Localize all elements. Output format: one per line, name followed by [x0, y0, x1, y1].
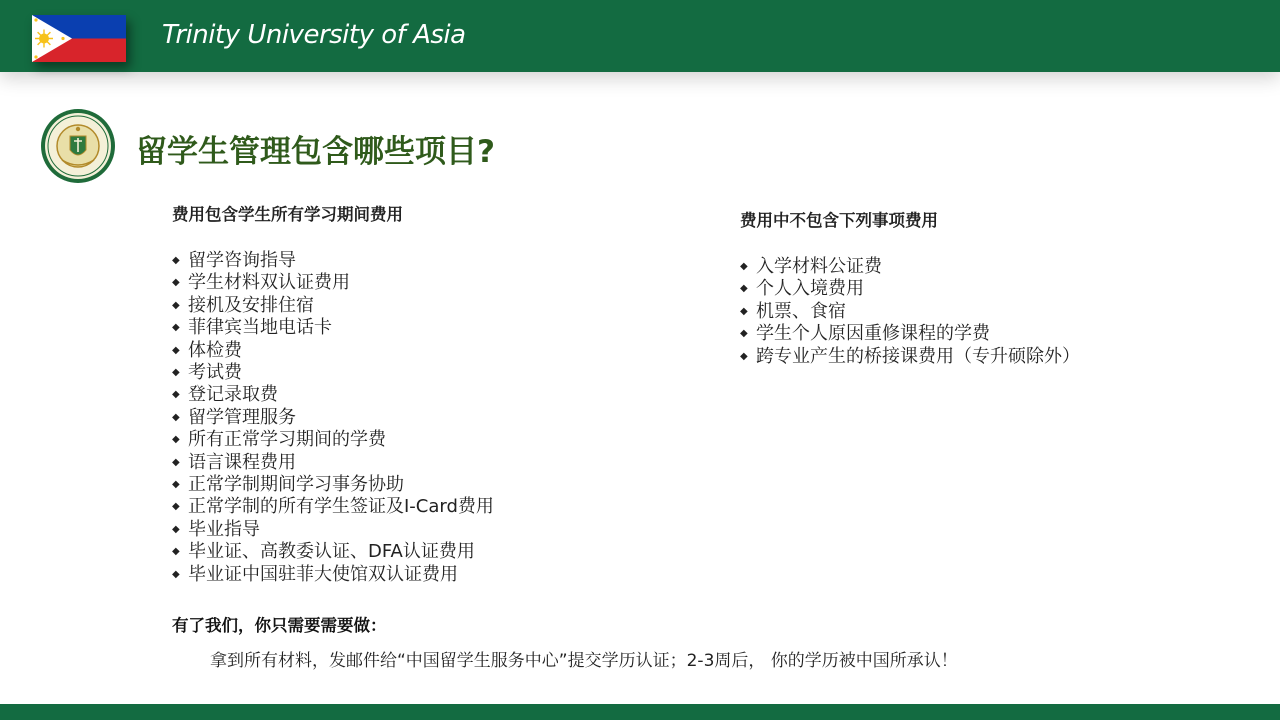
- diamond-bullet-icon: ◆: [172, 434, 180, 446]
- footer-bar: [0, 704, 1280, 720]
- list-item: ◆ 毕业证中国驻菲大使馆双认证费用: [172, 563, 458, 585]
- list-item: ◆ 留学咨询指导: [172, 250, 296, 271]
- list-item: ◆ 学生材料双认证费用: [172, 272, 350, 294]
- list-item: ◆ 机票、食宿: [740, 300, 846, 322]
- diamond-bullet-icon: ◆: [740, 328, 748, 340]
- diamond-bullet-icon: ◆: [172, 367, 180, 379]
- university-seal-icon: [40, 108, 116, 184]
- diamond-bullet-icon: ◆: [172, 523, 180, 535]
- included-fees-list: [172, 250, 712, 586]
- list-item: ◆ 菲律宾当地电话卡: [172, 317, 332, 339]
- list-item: ◆ 语言课程费用: [172, 451, 296, 473]
- list-item: ◆ 跨专业产生的桥接课费用（专升硕除外）: [740, 345, 1080, 367]
- diamond-bullet-icon: ◆: [740, 283, 748, 295]
- diamond-bullet-icon: ◆: [172, 568, 180, 580]
- excluded-fees-list: [740, 256, 1240, 368]
- list-item: ◆ 考试费: [172, 362, 242, 384]
- diamond-bullet-icon: ◆: [172, 255, 180, 266]
- university-brand-title: Trinity University of Asia: [162, 20, 466, 50]
- excluded-fees-heading: 费用中不包含下列事项费用: [740, 211, 938, 230]
- list-item: ◆ 体检费: [172, 339, 242, 361]
- diamond-bullet-icon: ◆: [172, 546, 180, 558]
- diamond-bullet-icon: ◆: [172, 456, 180, 468]
- list-item: ◆ 正常学制的所有学生签证及I-Card费用: [172, 496, 494, 518]
- list-item: ◆ 正常学制期间学习事务协助: [172, 474, 404, 496]
- header-bar: [0, 0, 1280, 72]
- diamond-bullet-icon: ◆: [172, 299, 180, 311]
- diamond-bullet-icon: ◆: [172, 479, 180, 491]
- philippine-flag-icon: [32, 15, 126, 62]
- included-fees-heading: 费用包含学生所有学习期间费用: [172, 205, 403, 224]
- list-item: ◆ 入学材料公证费: [740, 256, 882, 277]
- included-fees-section: [172, 204, 712, 586]
- list-item: ◆ 毕业指导: [172, 518, 260, 540]
- list-item: ◆ 所有正常学习期间的学费: [172, 429, 386, 451]
- list-item: ◆ 留学管理服务: [172, 406, 296, 428]
- diamond-bullet-icon: ◆: [740, 305, 748, 317]
- diamond-bullet-icon: ◆: [172, 322, 180, 334]
- list-item: ◆ 登记录取费: [172, 384, 278, 406]
- list-item: ◆ 个人入境费用: [740, 278, 864, 300]
- summary-statement: 拿到所有材料，发邮件给“中国留学生服务中心”提交学历认证；2-3周后， 你的学历被中国所承认！: [210, 651, 958, 671]
- page-title: 留学生管理包含哪些项目?: [136, 134, 495, 170]
- excluded-fees-section: [740, 210, 1240, 368]
- list-item: ◆ 学生个人原因重修课程的学费: [740, 323, 990, 345]
- diamond-bullet-icon: ◆: [172, 344, 180, 356]
- diamond-bullet-icon: ◆: [740, 261, 748, 272]
- diamond-bullet-icon: ◆: [172, 411, 180, 423]
- list-item: ◆ 接机及安排住宿: [172, 294, 314, 316]
- diamond-bullet-icon: ◆: [172, 277, 180, 289]
- diamond-bullet-icon: ◆: [172, 501, 180, 513]
- diamond-bullet-icon: ◆: [740, 350, 748, 362]
- diamond-bullet-icon: ◆: [172, 389, 180, 401]
- list-item: ◆ 毕业证、高教委认证、DFA认证费用: [172, 541, 475, 563]
- summary-heading: 有了我们，你只需要需要做：: [172, 616, 387, 635]
